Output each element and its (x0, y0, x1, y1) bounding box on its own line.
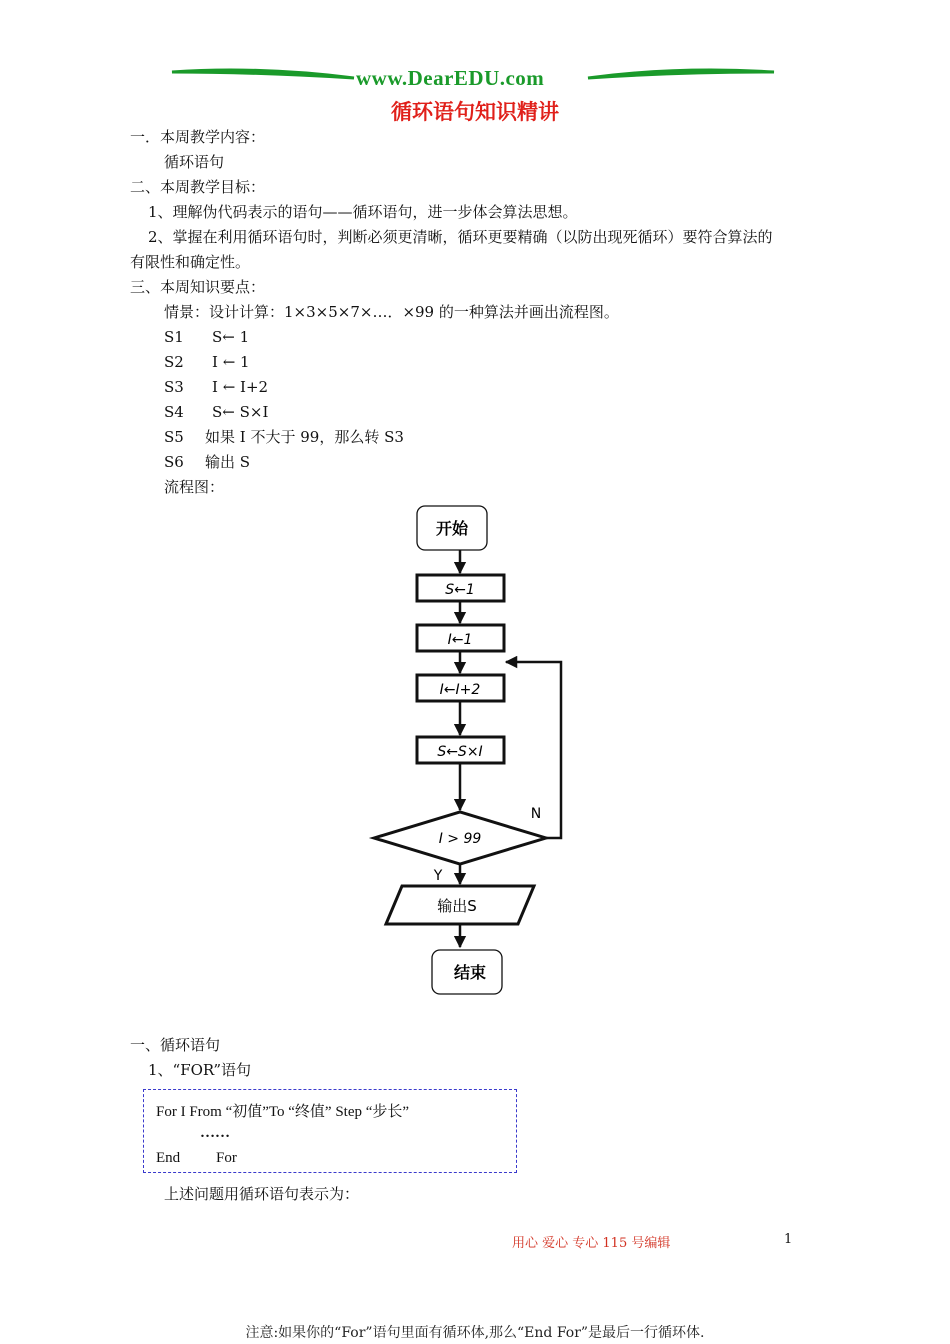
page-number: 1 (784, 1232, 793, 1247)
section-heading-2: 二、本周教学目标： (130, 178, 266, 196)
code-end: End (156, 1150, 181, 1166)
step-text: S← 1 (212, 328, 250, 346)
code-line-1: For I From “初值”To “终值” Step “步长” (156, 1104, 410, 1120)
flowchart-label: 流程图： (164, 478, 225, 496)
flow-box-s1-label: S←1 (445, 582, 475, 598)
paragraph: 2、掌握在利用循环语句时，判断必须更清晰，循环更要精确（以防出现死循环）要符合算法的 (148, 228, 773, 246)
flow-output-label: 输出S (437, 897, 477, 915)
paragraph: 循环语句 (164, 153, 225, 171)
flow-yes-label: Y (433, 868, 443, 884)
step-id: S4 (164, 403, 184, 421)
paragraph: 有限性和确定性。 (130, 253, 251, 271)
flowchart (360, 500, 580, 1000)
step-text: 输出 S (205, 453, 251, 471)
flow-no-label: N (530, 806, 542, 822)
section-heading-1: 一．本周教学内容： (130, 128, 266, 146)
site-logo[interactable]: www.DearEDU.com (356, 66, 545, 90)
flow-box-sxi-label: S←S×I (437, 744, 483, 760)
step-id: S5 (164, 428, 184, 446)
step-id: S3 (164, 378, 184, 396)
step-id: S2 (164, 353, 184, 371)
paragraph: 情景：设计计算：1×3×5×7×…．×99 的一种算法并画出流程图。 (164, 303, 619, 321)
footer-text: 用心 爱心 专心 115 号编辑 (512, 1236, 671, 1251)
flow-box-i2-label: I←I+2 (439, 682, 481, 698)
paragraph: 上述问题用循环语句表示为： (164, 1185, 360, 1203)
paragraph: 1、理解伪代码表示的语句——循环语句，进一步体会算法思想。 (148, 203, 578, 221)
code-line-2: …… (200, 1125, 230, 1141)
section-heading-loop: 一、循环语句 (130, 1036, 221, 1054)
subsection-for: 1、“FOR”语句 (148, 1061, 252, 1079)
step-text: S← S×I (212, 403, 269, 421)
step-text: I ← 1 (212, 353, 250, 371)
step-id: S1 (164, 328, 184, 346)
flow-start-label: 开始 (435, 519, 469, 538)
bottom-note: 注意:如果你的“For”语句里面有循环体,那么“End For”是最后一行循环体. (245, 1325, 705, 1341)
section-heading-3: 三、本周知识要点： (130, 278, 266, 296)
step-id: S6 (164, 453, 184, 471)
flow-decision-label: I > 99 (438, 831, 482, 847)
flow-box-i1-label: I←1 (447, 632, 473, 648)
step-text: I ← I+2 (212, 378, 269, 396)
page-title: 循环语句知识精讲 (391, 100, 559, 124)
flow-end-label: 结束 (453, 963, 487, 982)
step-text: 如果 I 不大于 99，那么转 S3 (205, 428, 404, 446)
code-for: For (216, 1150, 237, 1166)
